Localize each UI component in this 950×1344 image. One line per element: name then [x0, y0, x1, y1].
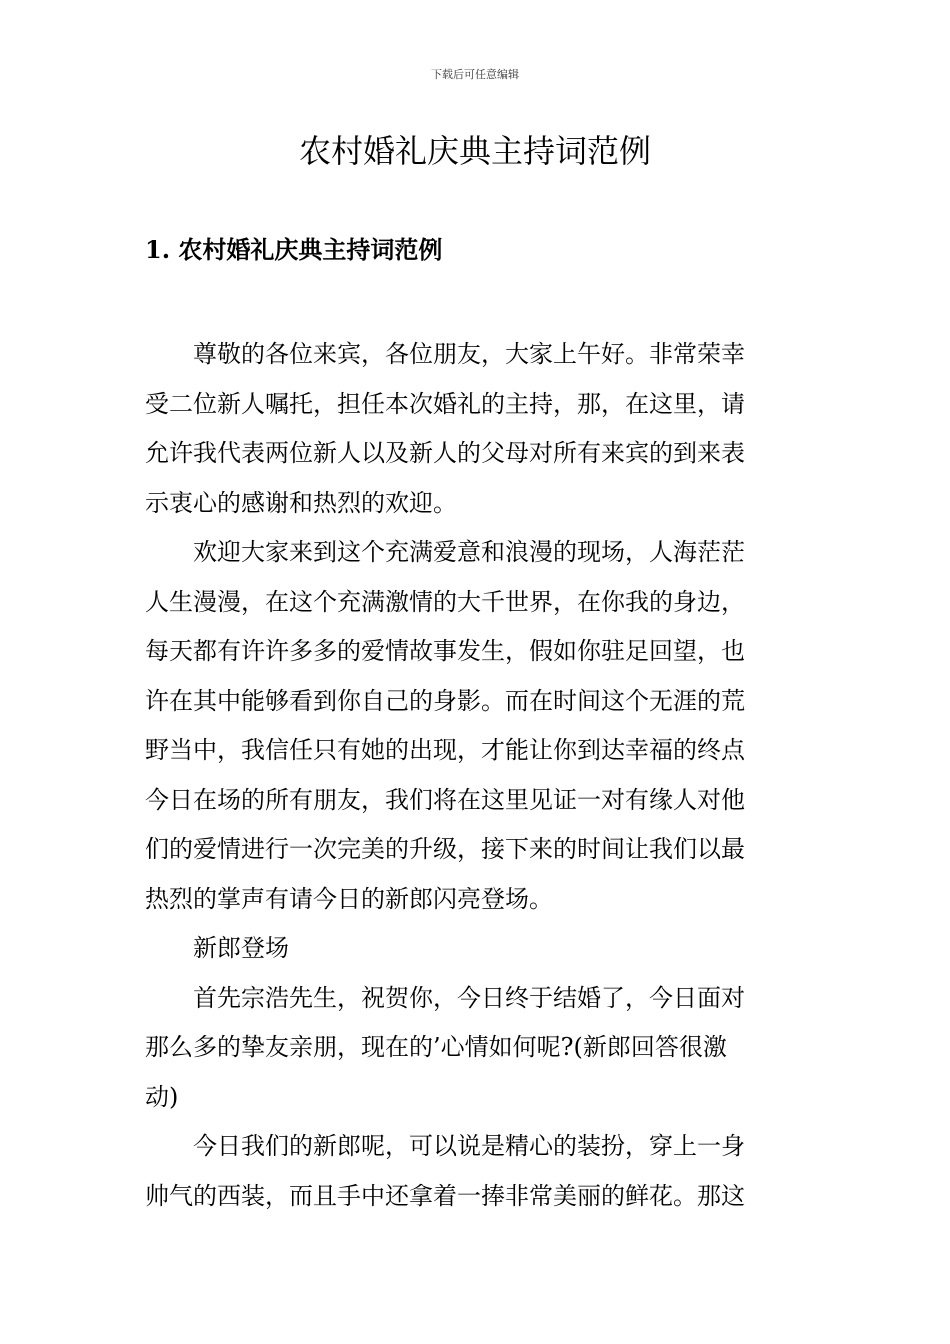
paragraph-line: 首先宗浩先生，祝贺你，今日终于结婚了，今日面对 [193, 983, 745, 1012]
header-note: 下载后可任意编辑 [431, 68, 519, 81]
paragraph-line: 允许我代表两位新人以及新人的父母对所有来宾的到来表 [145, 439, 745, 467]
paragraph [145, 1122, 807, 1221]
paragraph-line: 许在其中能够看到你自己的身影。而在时间这个无涯的荒 [145, 686, 745, 715]
paragraph-line: 动) [145, 1082, 179, 1111]
paragraph-line: 尊敬的各位来宾，各位朋友，大家上午好。非常荣幸 [193, 340, 745, 368]
paragraph [145, 924, 807, 974]
section-heading: 1. 农村婚礼庆典主持词范例 [145, 235, 443, 264]
document-title: 农村婚礼庆典主持词范例 [298, 132, 651, 170]
paragraph-line: 人生漫漫，在这个充满激情的大千世界，在你我的身边， [145, 587, 745, 616]
paragraph-line: 那么多的挚友亲朋，现在的’心情如何呢?(新郎回答很激 [145, 1033, 727, 1061]
paragraph-line: 今日我们的新郎呢，可以说是精心的装扮，穿上一身 [193, 1132, 745, 1160]
document-body [145, 330, 807, 1221]
paragraph-line: 野当中，我信任只有她的出现，才能让你到达幸福的终点 [145, 736, 745, 764]
paragraph [145, 528, 807, 924]
paragraph-line: 示衷心的感谢和热烈的欢迎。 [145, 488, 457, 517]
paragraph-line: 欢迎大家来到这个充满爱意和浪漫的现场，人海茫茫 [193, 538, 745, 566]
paragraph [145, 330, 807, 528]
paragraph-line: 受二位新人嘱托，担任本次婚礼的主持，那，在这里，请 [145, 389, 745, 418]
paragraph [145, 974, 807, 1123]
paragraph-line: 每天都有许许多多的爱情故事发生，假如你驻足回望，也 [145, 637, 745, 665]
paragraph-line: 今日在场的所有朋友，我们将在这里见证一对有缘人对他 [145, 785, 745, 814]
paragraph-line: 帅气的西装，而且手中还拿着一捧非常美丽的鲜花。那这 [145, 1181, 745, 1210]
paragraph-line: 热烈的掌声有请今日的新郎闪亮登场。 [145, 884, 553, 913]
paragraph-line: 们的爱情进行一次完美的升级，接下来的时间让我们以最 [145, 835, 745, 863]
paragraph-line: 新郎登场 [193, 934, 289, 962]
